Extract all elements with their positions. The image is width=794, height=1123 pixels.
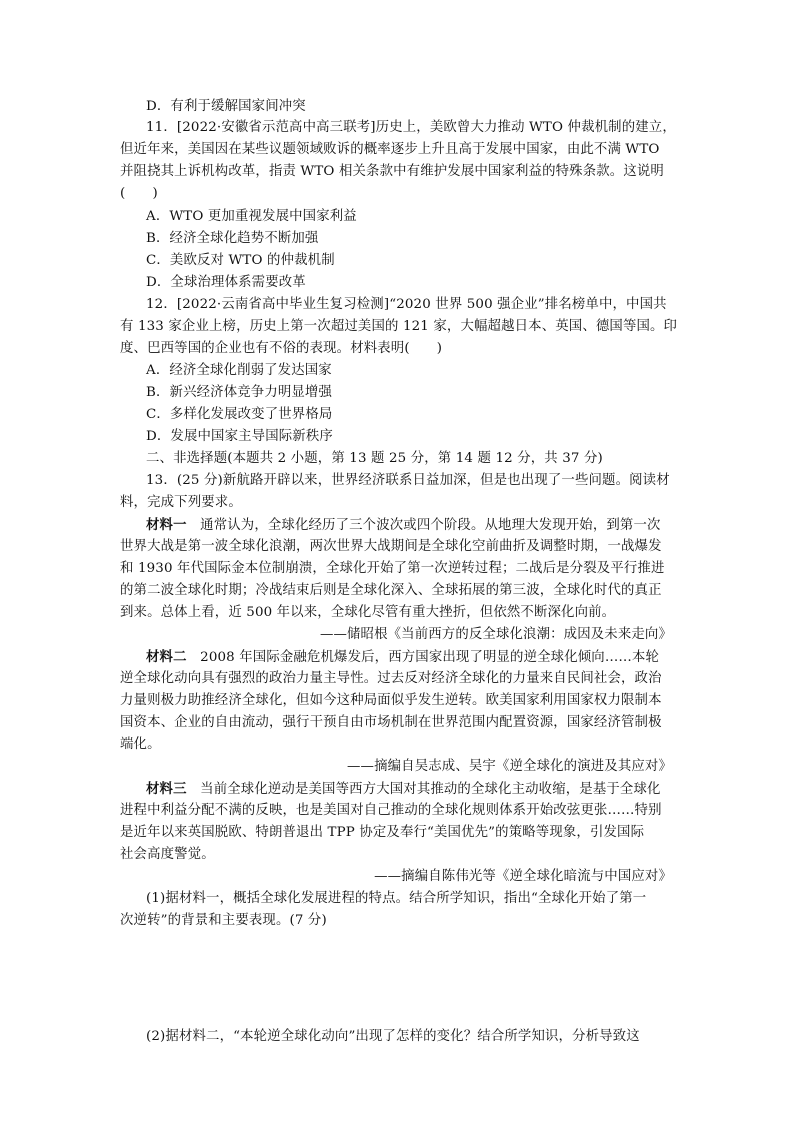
material-1-line: 和 1930 年代国际金本位制崩溃，全球化开始了第一次逆转过程；二战后是分裂及平行推进 bbox=[120, 561, 665, 576]
material-1-line: 的第二波全球化时期；冷战结束后则是全球化深入、全球拓展的第三波，全球化时代的真正 bbox=[120, 583, 662, 598]
q12-stem-line: 12．[2022·云南省高中毕业生复习检测]“2020 世界 500 强企业”排名榜单中，中国共 bbox=[146, 297, 667, 312]
material-2-source: ——摘编自吴志成、吴宇《逆全球化的演进及其应对》 bbox=[347, 759, 672, 774]
material-2-label: 材料二 bbox=[146, 649, 187, 665]
q11-option-b: B．经济全球化趋势不断加强 bbox=[146, 231, 319, 246]
q11-option-d: D．全球治理体系需要改革 bbox=[146, 275, 306, 290]
q13-sub1-line: (1)据材料一，概括全球化发展进程的特点。结合所学知识，指出“全球化开始了第一 bbox=[146, 891, 647, 906]
material-1-label: 材料一 bbox=[146, 517, 187, 533]
q12-option-b: B．新兴经济体竞争力明显增强 bbox=[146, 385, 333, 400]
q12-option-c: C．多样化发展改变了世界格局 bbox=[146, 407, 333, 422]
material-3-label: 材料三 bbox=[146, 781, 187, 797]
material-3-source: ——摘编自陈伟光等《逆全球化暗流与中国应对》 bbox=[374, 869, 672, 884]
material-1-source: ——储昭根《当前西方的反全球化浪潮：成因及未来走向》 bbox=[319, 627, 672, 642]
material-3-line: 进程中利益分配不满的反映，也是美国对自己推动的全球化规则体系开始改弦更张……特别 bbox=[120, 803, 662, 818]
material-1-line: 世界大战是第一波全球化浪潮，两次世界大战期间是全球化空前曲折及调整时期，一战爆发 bbox=[120, 539, 662, 554]
q10-option-d: D．有利于缓解国家间冲突 bbox=[146, 99, 306, 114]
material-3-line: 是近年以来英国脱欧、特朗普退出 TPP 协定及奉行“美国优先”的策略等现象，引发国际 bbox=[120, 825, 645, 840]
material-3-line: 材料三 当前全球化逆动是美国等西方大国对其推动的全球化主动收缩，是基于全球化 bbox=[146, 781, 661, 797]
material-2-line: 材料二 2008 年国际金融危机爆发后，西方国家出现了明显的逆全球化倾向……本轮 bbox=[146, 649, 660, 665]
q11-stem-line: 11．[2022·安徽省示范高中高三联考]历史上，美欧曾大力推动 WTO 仲裁机制的建立， bbox=[146, 120, 676, 135]
section-heading: 二、非选择题(本题共 2 小题，第 13 题 25 分，第 14 题 12 分，共 37 分) bbox=[146, 451, 603, 466]
q11-stem-line: 但近年来，美国因在某些议题领域败诉的概率逐步上升且高于发展中国家，由此不满 WTO bbox=[120, 142, 660, 157]
q12-stem-line: 度、巴西等国的企业也有不俗的表现。材料表明( ) bbox=[120, 341, 443, 356]
material-1-line: 到来。总体上看，近 500 年以来，全球化尽管有重大挫折，但依然不断深化向前。 bbox=[120, 605, 616, 620]
q13-intro-line: 料，完成下列要求。 bbox=[120, 495, 242, 510]
material-2-line: 力量则极力助推经济全球化，但如今这种局面似乎发生逆转。欧美国家利用国家权力限制本 bbox=[120, 693, 662, 708]
q11-option-a: A．WTO 更加重视发展中国家利益 bbox=[146, 209, 357, 224]
q12-option-a: A．经济全球化削弱了发达国家 bbox=[146, 363, 332, 378]
q13-intro-line: 13．(25 分)新航路开辟以来，世界经济联系日益加深，但是也出现了一些问题。阅读材 bbox=[146, 473, 670, 488]
material-1-line: 材料一 通常认为，全球化经历了三个波次或四个阶段。从地理大发现开始，到第一次 bbox=[146, 517, 661, 533]
q12-stem-line: 有 133 家企业上榜，历史上第一次超过美国的 121 家，大幅超越日本、英国、德国等国。印 bbox=[120, 319, 678, 334]
q13-sub2-line: (2)据材料二，“本轮逆全球化动向”出现了怎样的变化？结合所学知识，分析导致这 bbox=[146, 1029, 640, 1044]
material-2-line: 逆全球化动向具有强烈的政治力量主导性。过去反对经济全球化的力量来自民间社会，政治 bbox=[120, 671, 662, 686]
material-2-line: 端化。 bbox=[120, 737, 161, 752]
q11-answer-blank: ( ) bbox=[120, 186, 158, 201]
q13-sub1-line: 次逆转”的背景和主要表现。(7 分) bbox=[120, 913, 327, 928]
q12-option-d: D．发展中国家主导国际新秩序 bbox=[146, 429, 333, 444]
q11-stem-line: 并阻挠其上诉机构改革，指责 WTO 相关条款中有维护发展中国家利益的特殊条款。这说明 bbox=[120, 164, 664, 179]
answer-space bbox=[120, 934, 676, 1024]
material-2-line: 国资本、企业的自由流动，强行干预自由市场机制在世界范围内配置资源，国家经济管制极 bbox=[120, 715, 662, 730]
q11-option-c: C．美欧反对 WTO 的仲裁机制 bbox=[146, 253, 335, 268]
material-3-line: 社会高度警觉。 bbox=[120, 847, 215, 862]
